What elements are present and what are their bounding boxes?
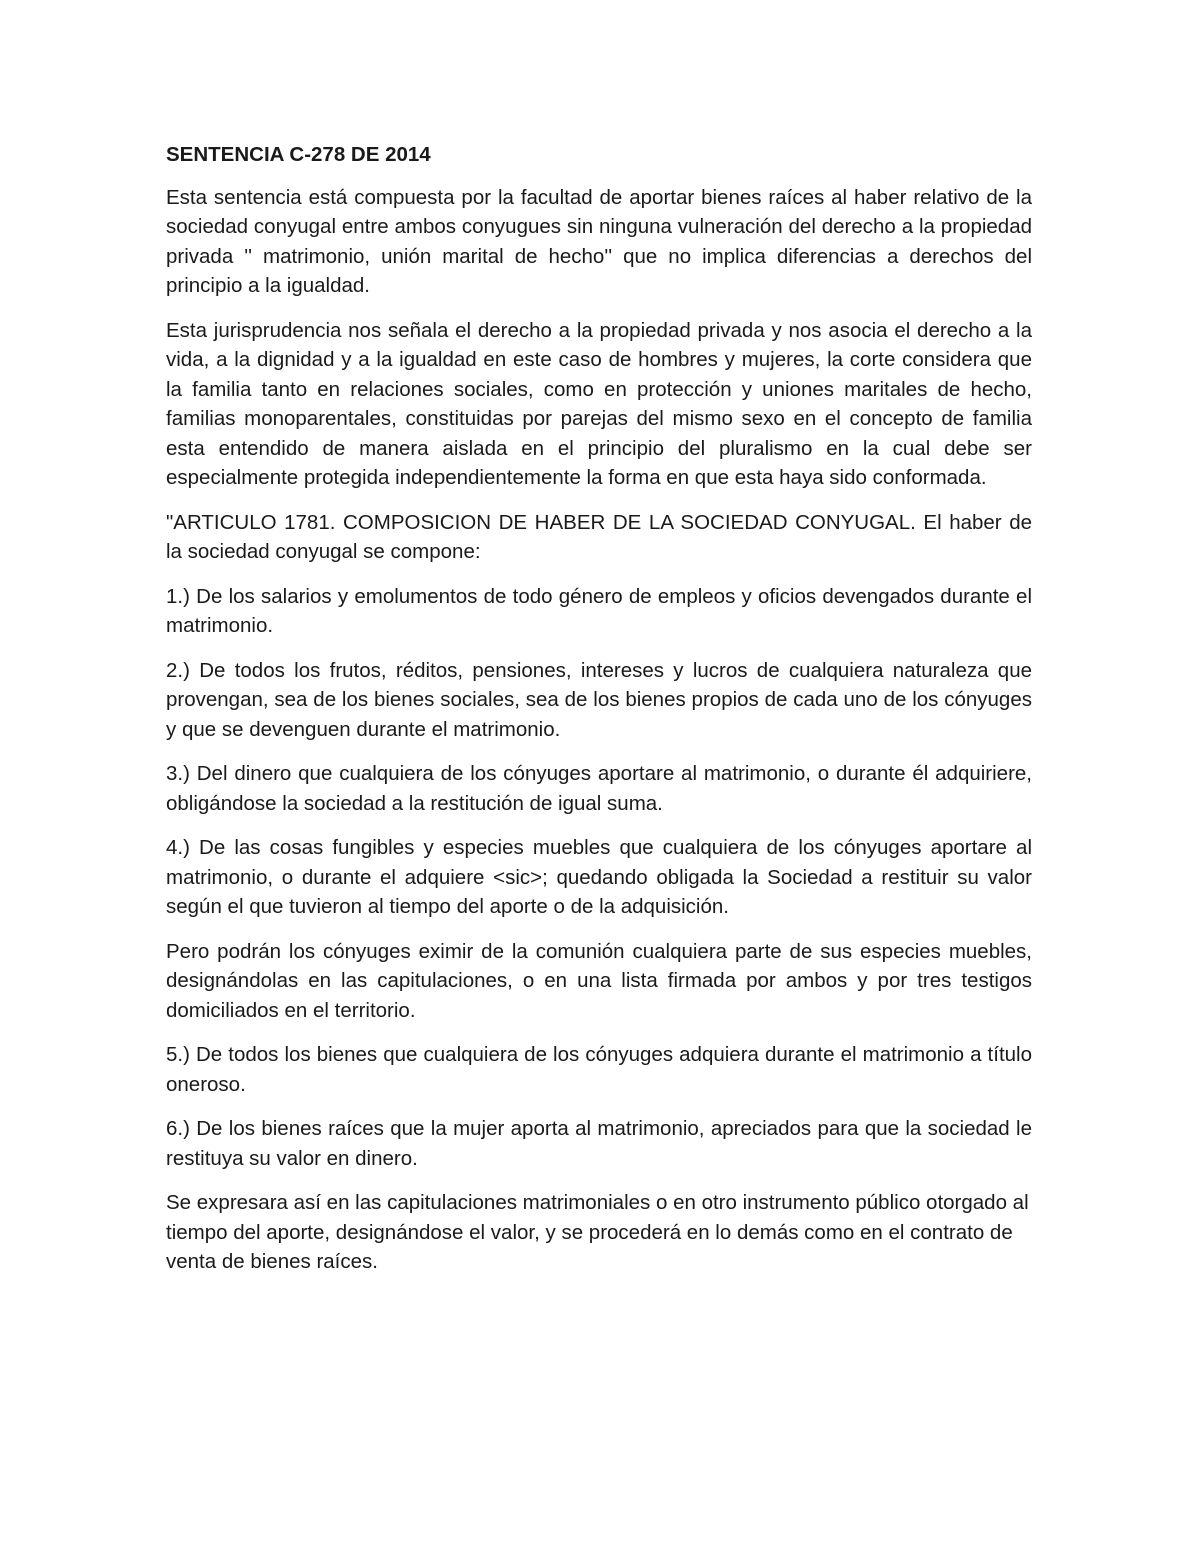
paragraph-closing: Se expresara así en las capitulaciones matrimoniales o en otro instrumento público otorgado al tiempo del aporte, designándose el valor, y se procederá en lo demás como en el contrato de venta de bienes raíces.: [166, 1191, 1029, 1273]
paragraph-item-2: 2.) De todos los frutos, réditos, pensiones, intereses y lucros de cualquiera naturaleza que provengan, sea de los bienes sociales, sea de los bienes propios de cada uno de los cónyuges y que se devenguen durante el matrimonio.: [166, 658, 1032, 741]
paragraph-item-6: 6.) De los bienes raíces que la mujer aporta al matrimonio, apreciados para que la sociedad le restituya su valor en dinero.: [166, 1117, 1032, 1170]
paragraph-item-4: 4.) De las cosas fungibles y especies muebles que cualquiera de los cónyuges aportare al matrimonio, o durante el adquiere <sic>; quedando obligada la Sociedad a restituir su valor según el que tuvieron al tiempo del aporte o de la adquisición.: [166, 836, 1032, 918]
paragraph-item-1: 1.) De los salarios y emolumentos de todo género de empleos y oficios devengados durante el matrimonio.: [166, 584, 1032, 637]
document-title: SENTENCIA C-278 DE 2014: [166, 143, 431, 166]
paragraph-intro: Esta sentencia está compuesta por la facultad de aportar bienes raíces al haber relativo de la sociedad conyugal entre ambos conyugues sin ninguna vulneración del derecho a la propiedad privada '' matrimonio, unión marital de hecho'' que no implica diferencias a derechos del principio a la igualdad.: [166, 185, 1032, 297]
paragraph-item-5: 5.) De todos los bienes que cualquiera de los cónyuges adquiera durante el matrimonio a título oneroso.: [166, 1043, 1032, 1096]
paragraph-jurisprudence: Esta jurisprudencia nos señala el derecho a la propiedad privada y nos asocia el derecho a la vida, a la dignidad y a la igualdad en este caso de hombres y mujeres, la corte considera que la familia tanto en relaciones sociales, como en protección y uniones maritales de hecho, familias monoparentales, constituidas por parejas del mismo sexo en el concepto de familia esta entendido de manera aislada en el principio del pluralismo en la cual debe ser especialmente protegida independientemente la forma en que esta haya sido conformada.: [166, 318, 1032, 489]
paragraph-item-3: 3.) Del dinero que cualquiera de los cónyuges aportare al matrimonio, o durante él adquiriere, obligándose la sociedad a la restitución de igual suma.: [166, 762, 1032, 815]
paragraph-article-heading: "ARTICULO 1781. COMPOSICION DE HABER DE LA SOCIEDAD CONYUGAL. El haber de la sociedad conyugal se compone:: [166, 510, 1032, 563]
document-page: [166, 140, 1032, 1292]
paragraph-exemption: Pero podrán los cónyuges eximir de la comunión cualquiera parte de sus especies muebles, designándolas en las capitulaciones, o en una lista firmada por ambos y por tres testigos domiciliados en el territorio.: [166, 939, 1032, 1022]
